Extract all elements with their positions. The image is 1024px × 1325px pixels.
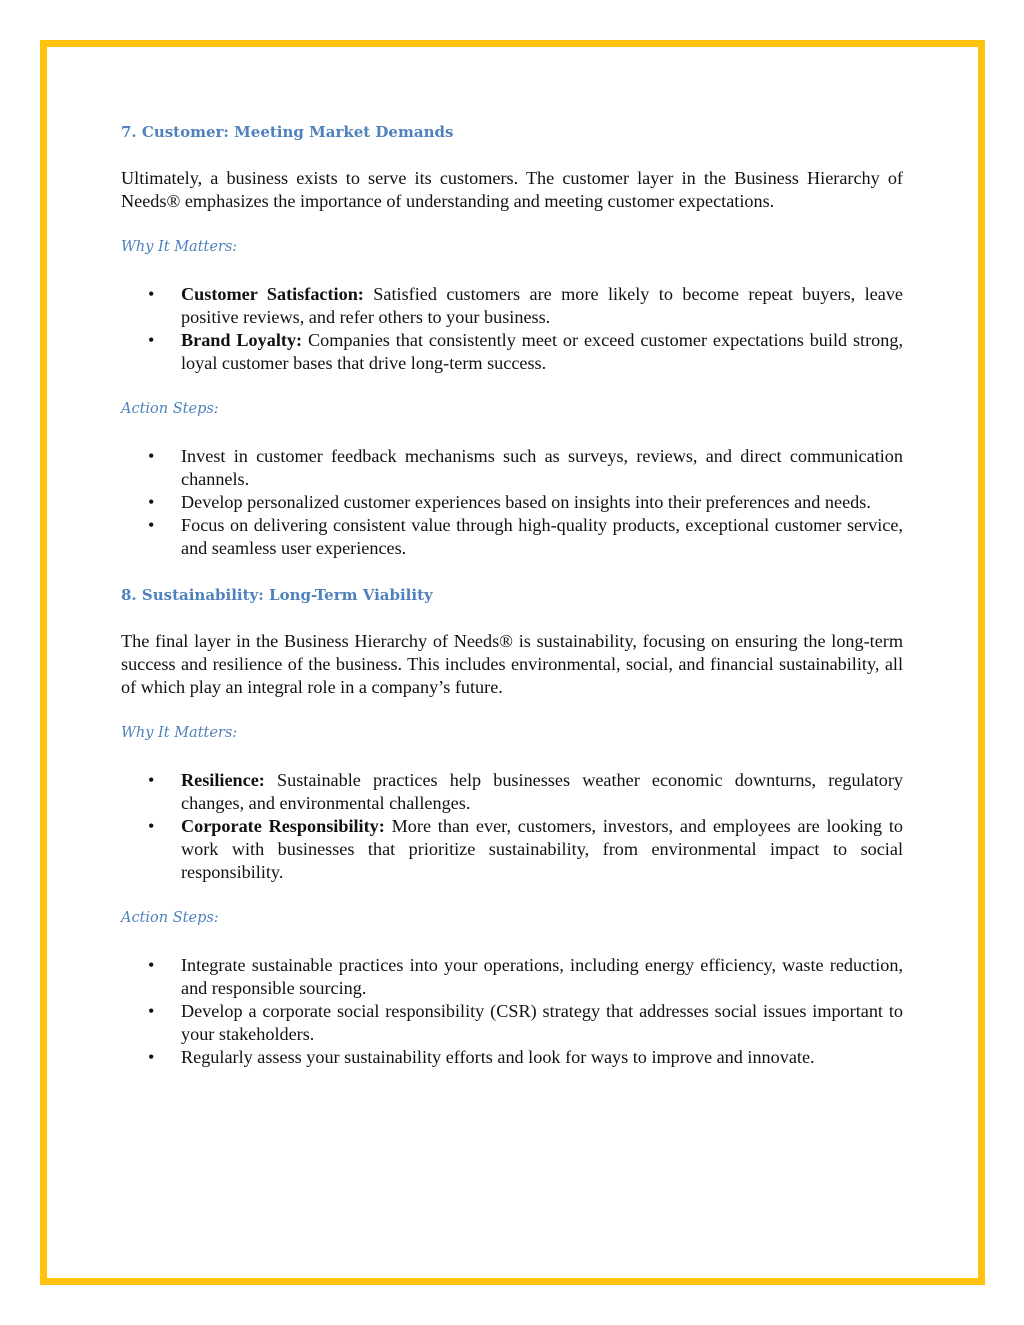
section-intro: The final layer in the Business Hierarchy of Needs® is sustainability, focusing on ensuring the long-term success and resilience of the business. This includes environmental, social, and financial sustainability, all of which play an integral role in a company’s future. bbox=[121, 631, 903, 697]
item-text: Invest in customer feedback mechanisms such as surveys, reviews, and direct communication channels. bbox=[181, 446, 903, 489]
bullet-icon: • bbox=[148, 816, 155, 836]
section-heading: 7. Customer: Meeting Market Demands bbox=[121, 123, 454, 141]
bullet-icon: • bbox=[148, 446, 155, 466]
why-it-matters-list bbox=[121, 769, 903, 884]
bullet-icon: • bbox=[148, 1001, 155, 1021]
action-steps-list bbox=[121, 954, 903, 1069]
list-item bbox=[121, 514, 903, 560]
list-item bbox=[121, 445, 903, 491]
action-steps-list bbox=[121, 445, 903, 560]
bullet-icon: • bbox=[148, 955, 155, 975]
why-it-matters-heading: Why It Matters: bbox=[121, 725, 238, 741]
bullet-icon: • bbox=[148, 492, 155, 512]
list-item bbox=[121, 329, 903, 375]
list-item bbox=[121, 769, 903, 815]
item-term: Corporate Responsibility: bbox=[181, 816, 385, 836]
bullet-icon: • bbox=[148, 1047, 155, 1067]
item-text: Satisfied customers are more likely to become repeat buyers, leave positive reviews, and refer others to your business. bbox=[181, 284, 903, 327]
action-steps-heading: Action Steps: bbox=[121, 910, 219, 926]
item-text: Companies that consistently meet or exceed customer expectations build strong, loyal customer bases that drive long-term success. bbox=[181, 330, 903, 373]
bullet-icon: • bbox=[148, 330, 155, 350]
item-text: Develop personalized customer experiences based on insights into their preferences and needs. bbox=[181, 492, 871, 512]
list-item bbox=[121, 491, 903, 514]
item-term: Resilience: bbox=[181, 770, 265, 790]
item-text: Regularly assess your sustainability efforts and look for ways to improve and innovate. bbox=[181, 1047, 815, 1067]
item-term: Brand Loyalty: bbox=[181, 330, 303, 350]
item-text: More than ever, customers, investors, and employees are looking to work with businesses that prioritize sustainability, from environmental impact to social responsibility. bbox=[181, 816, 904, 882]
list-item bbox=[121, 1046, 903, 1069]
why-it-matters-heading: Why It Matters: bbox=[121, 239, 238, 255]
document-body bbox=[121, 119, 903, 1091]
list-item bbox=[121, 283, 903, 329]
action-steps-heading: Action Steps: bbox=[121, 401, 219, 417]
bullet-icon: • bbox=[148, 284, 155, 304]
why-it-matters-list bbox=[121, 283, 903, 375]
item-text: Develop a corporate social responsibility (CSR) strategy that addresses social issues important to your stakeholders. bbox=[181, 1001, 903, 1044]
item-text: Sustainable practices help businesses weather economic downturns, regulatory changes, and environmental challenges. bbox=[181, 770, 903, 813]
bullet-icon: • bbox=[148, 770, 155, 790]
list-item bbox=[121, 954, 903, 1000]
item-term: Customer Satisfaction: bbox=[181, 284, 364, 304]
item-text: Focus on delivering consistent value through high-quality products, exceptional customer service, and seamless user experiences. bbox=[181, 515, 903, 558]
section-intro: Ultimately, a business exists to serve its customers. The customer layer in the Business Hierarchy of Needs® emphasizes the importance of understanding and meeting customer expectations. bbox=[121, 168, 903, 211]
section-heading: 8. Sustainability: Long-Term Viability bbox=[121, 586, 433, 604]
item-text: Integrate sustainable practices into your operations, including energy efficiency, waste reduction, and responsible sourcing. bbox=[181, 955, 903, 998]
list-item bbox=[121, 815, 903, 884]
list-item bbox=[121, 1000, 903, 1046]
bullet-icon: • bbox=[148, 515, 155, 535]
